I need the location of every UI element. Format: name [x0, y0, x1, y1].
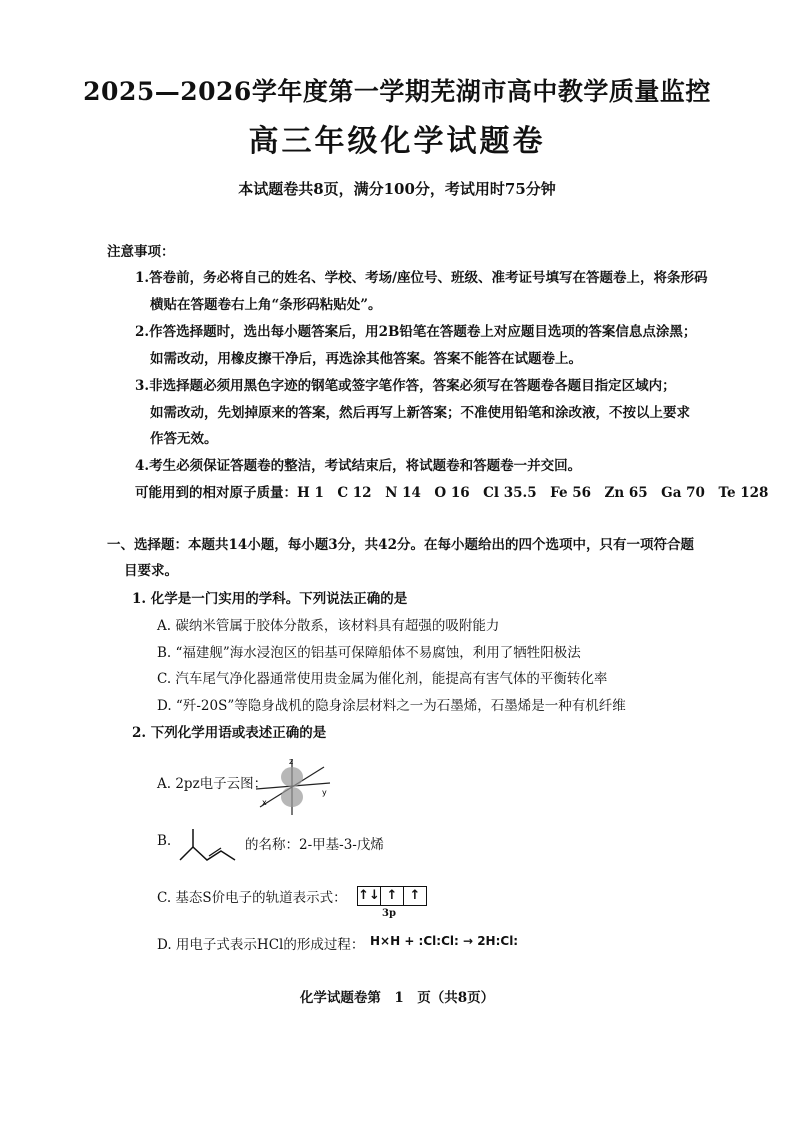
note-1a: 1.答卷前，务必将自己的姓名、学校、考场/座位号、班级、准考证号填写在答题卷上，将条形码	[135, 270, 708, 286]
axis-z-label: z	[289, 757, 294, 766]
note-3b: 如需改动，先划掉原来的答案，然后再写上新答案；不准使用铅笔和涂改液，不按以上要求	[150, 405, 690, 421]
q1-option-d: D. “歼-20S”等隐身战机的隐身涂层材料之一为石墨烯，石墨烯是一种有机纤维	[157, 698, 626, 714]
note-2b: 如需改动，用橡皮擦干净后，再选涂其他答案。答案不能答在试题卷上。	[150, 351, 582, 367]
notes-heading: 注意事项：	[107, 244, 175, 260]
orbital-box-3: ↑	[403, 886, 427, 906]
note-4: 4.考生必须保证答题卷的整洁，考试结束后，将试题卷和答题卷一并交回。	[135, 458, 582, 474]
q1-stem: 1. 化学是一门实用的学科。下列说法正确的是	[132, 591, 408, 607]
q1-option-c: C. 汽车尾气净化器通常使用贵金属为催化剂，能提高有害气体的平衡转化率	[157, 671, 608, 687]
q2-option-d-label: D. 用电子式表示HCl的形成过程：	[157, 937, 365, 953]
pz-electron-cloud-diagram	[252, 755, 332, 817]
orbital-sublabel: 3p	[382, 908, 396, 919]
orbital-box-2: ↑	[380, 886, 404, 906]
q2-stem: 2. 下列化学用语或表述正确的是	[132, 725, 327, 741]
exam-info: 本试题卷共8页，满分100分，考试用时75分钟	[238, 180, 556, 198]
exam-title: 2025—2026学年度第一学期芜湖市高中教学质量监控	[83, 77, 711, 106]
note-3a: 3.非选择题必须用黑色字迹的钢笔或签字笔作答，答案必须写在答题卷各题目指定区域内；	[135, 378, 676, 394]
exam-subtitle: 高三年级化学试题卷	[248, 124, 546, 159]
page-footer: 化学试题卷第 1 页（共8页）	[299, 990, 495, 1006]
q1-option-b: B. “福建舰”海水浸泡区的铝基可保障船体不易腐蚀，利用了牺牲阳极法	[157, 645, 581, 661]
q2-option-b-label: B.	[157, 833, 172, 849]
q2-option-b-text: 的名称：2-甲基-3-戊烯	[245, 837, 384, 853]
axis-x-label: x	[262, 798, 267, 807]
section1-heading: 一、选择题：本题共14小题，每小题3分，共42分。在每小题给出的四个选项中，只有一项符合题	[107, 537, 694, 553]
q2-option-a-label: A. 2pz电子云图：	[157, 776, 268, 792]
axis-y-label: y	[322, 788, 327, 797]
note-3c: 作答无效。	[150, 431, 218, 447]
orbital-box-1: ↑↓	[357, 886, 381, 906]
skeletal-structure	[175, 823, 245, 868]
note-2a: 2.作答选择题时，选出每小题答案后，用2B铅笔在答题卷上对应题目选项的答案信息点涂黑；	[135, 324, 697, 340]
atomic-masses: 可能用到的相对原子质量：H 1 C 12 N 14 O 16 Cl 35.5 Fe 56 Zn 65 Ga 70 Te 128	[135, 485, 769, 501]
note-1b: 横贴在答题卷右上角“条形码粘贴处”。	[150, 297, 382, 313]
q1-option-a: A. 碳纳米管属于胶体分散系，该材料具有超强的吸附能力	[157, 618, 500, 634]
section1-heading-cont: 目要求。	[124, 563, 178, 579]
hcl-formation-formula: H×H + :Cl:Cl: → 2H:Cl:	[370, 934, 519, 948]
q2-option-c-label: C. 基态S价电子的轨道表示式：	[157, 890, 347, 906]
